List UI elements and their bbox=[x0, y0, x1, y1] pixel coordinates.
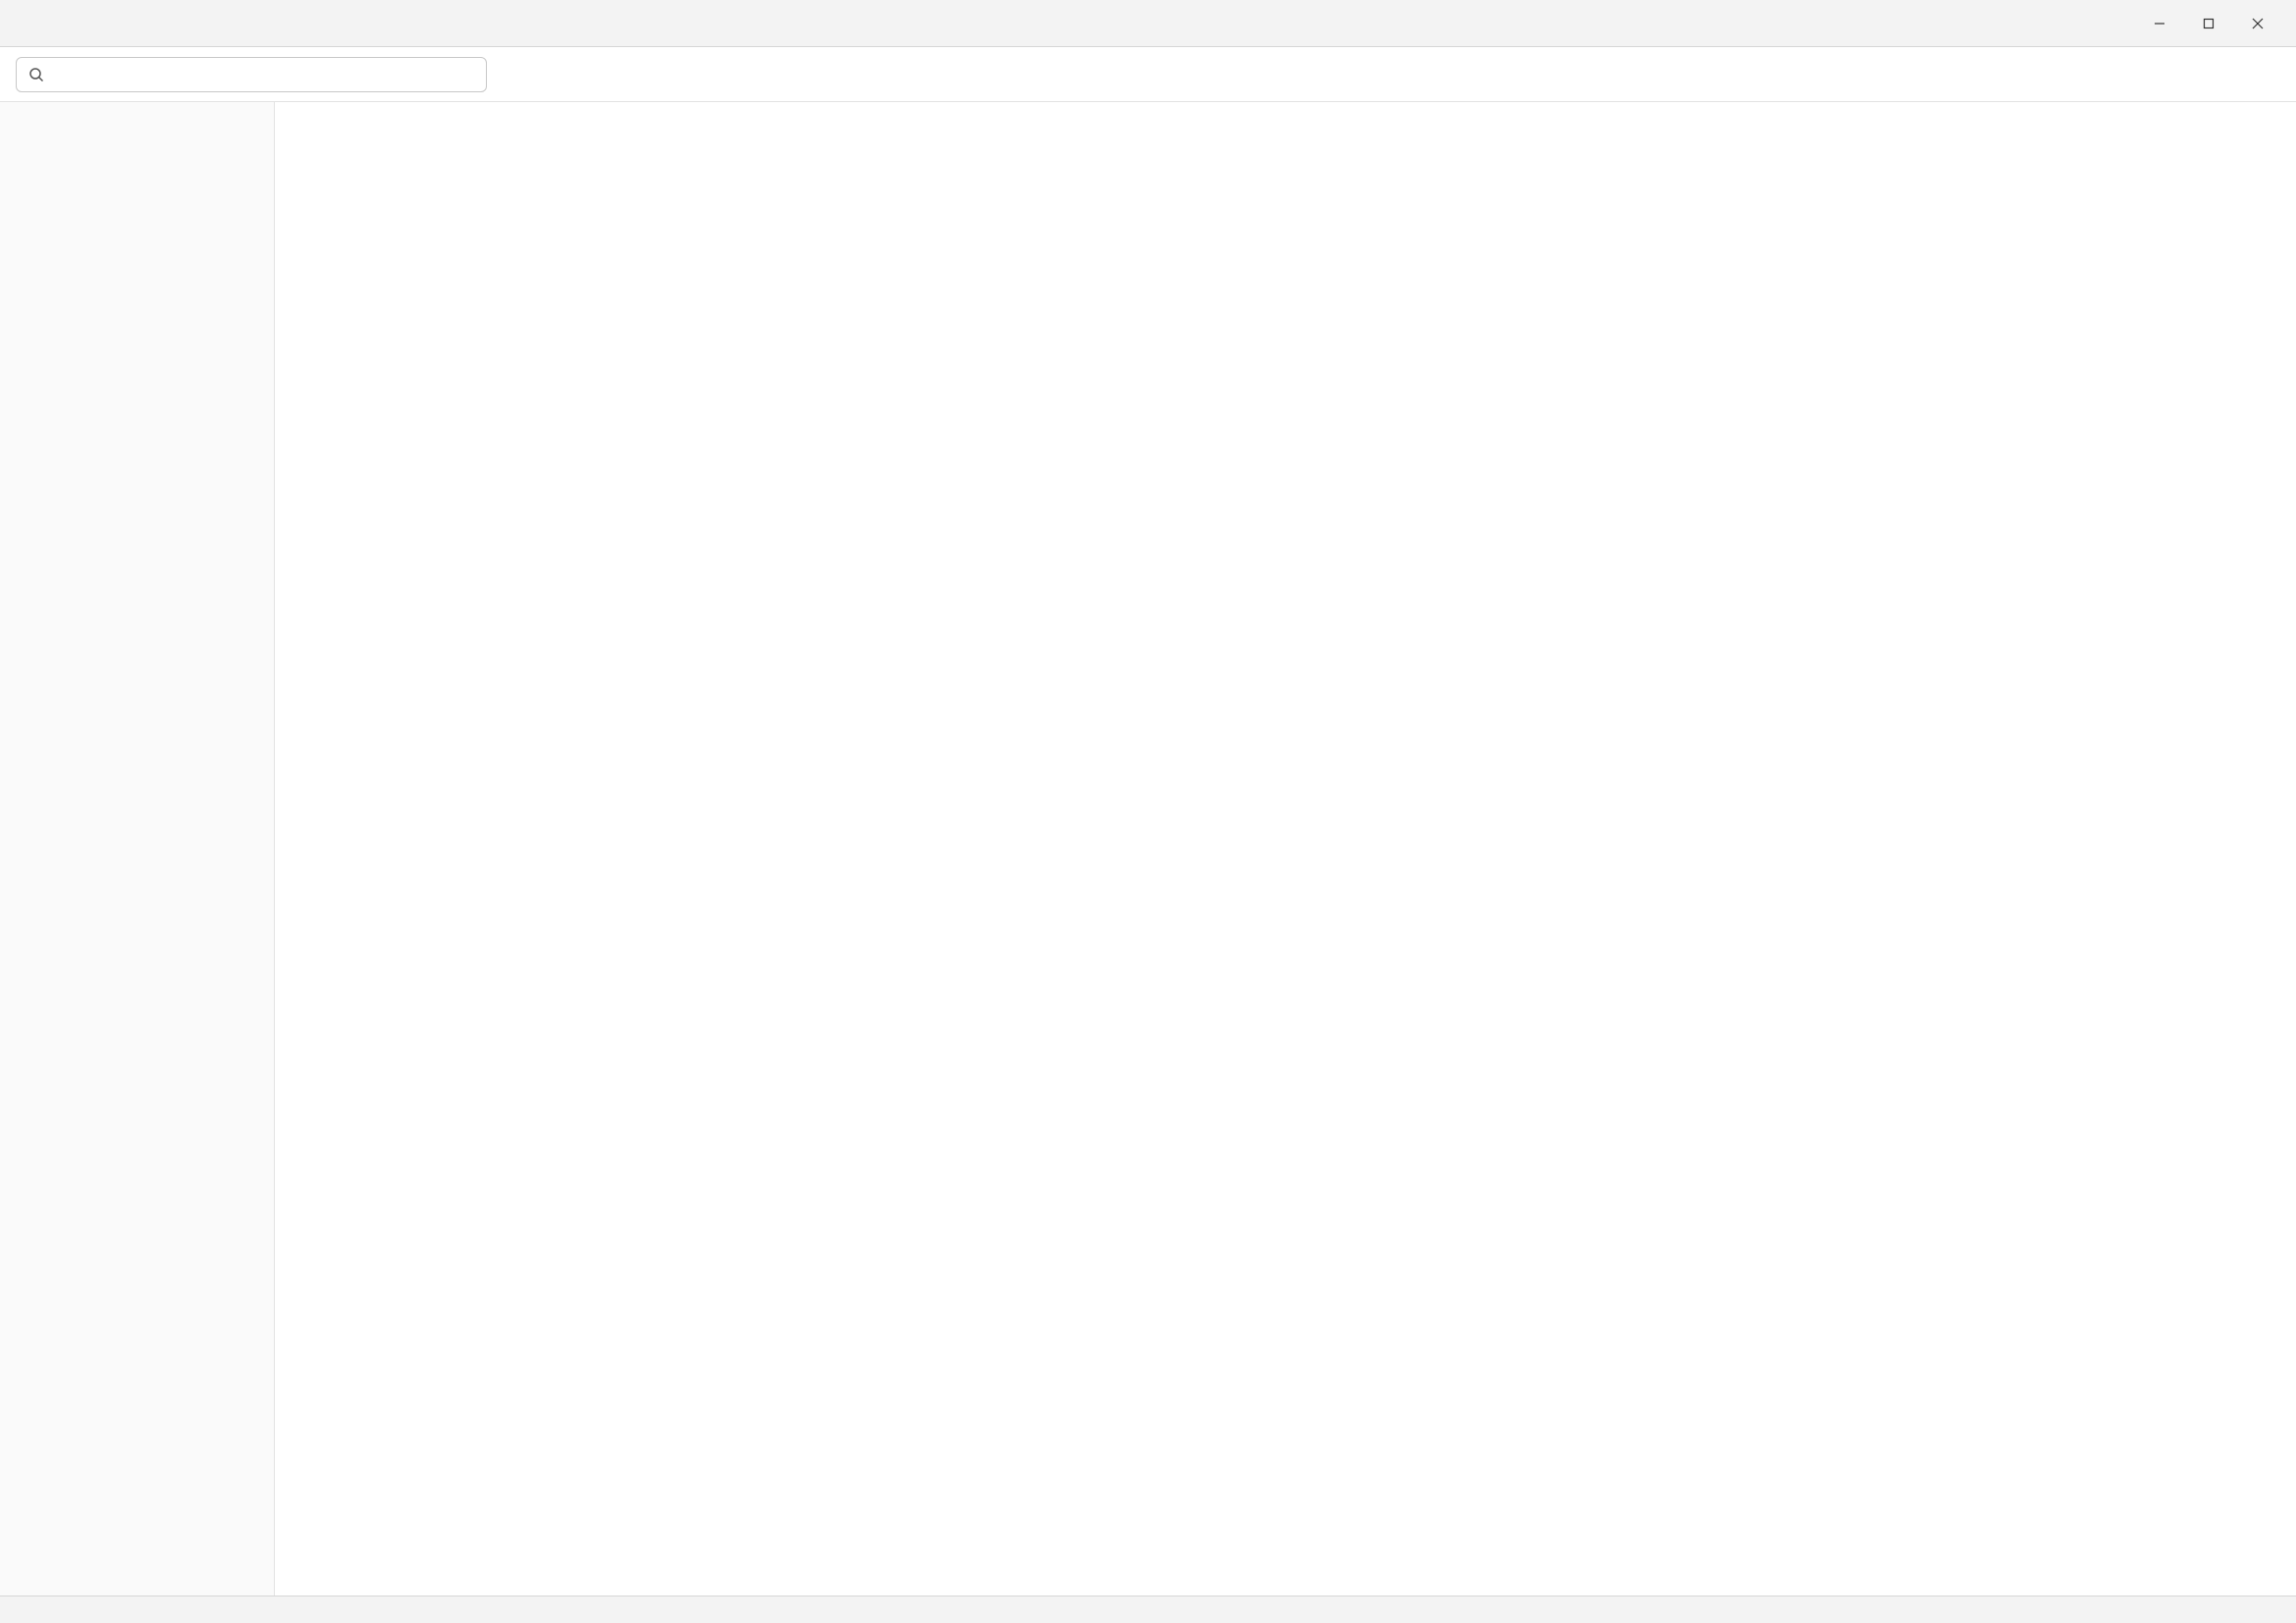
search-box[interactable] bbox=[16, 57, 487, 92]
content-area bbox=[0, 102, 2296, 1596]
sidebar bbox=[0, 102, 275, 1596]
close-icon bbox=[2251, 17, 2265, 30]
main-panel bbox=[275, 102, 2296, 1596]
search-input[interactable] bbox=[52, 65, 474, 83]
maximize-button[interactable] bbox=[2186, 8, 2231, 39]
close-button[interactable] bbox=[2235, 8, 2280, 39]
maximize-icon bbox=[2202, 17, 2216, 30]
minimize-icon bbox=[2153, 17, 2166, 30]
page-title bbox=[298, 126, 2272, 153]
minimize-button[interactable] bbox=[2137, 8, 2182, 39]
toolbar bbox=[0, 47, 2296, 102]
search-icon bbox=[28, 67, 44, 82]
status-bar bbox=[0, 1596, 2296, 1623]
title-bar bbox=[0, 0, 2296, 47]
window-controls bbox=[2137, 8, 2280, 39]
